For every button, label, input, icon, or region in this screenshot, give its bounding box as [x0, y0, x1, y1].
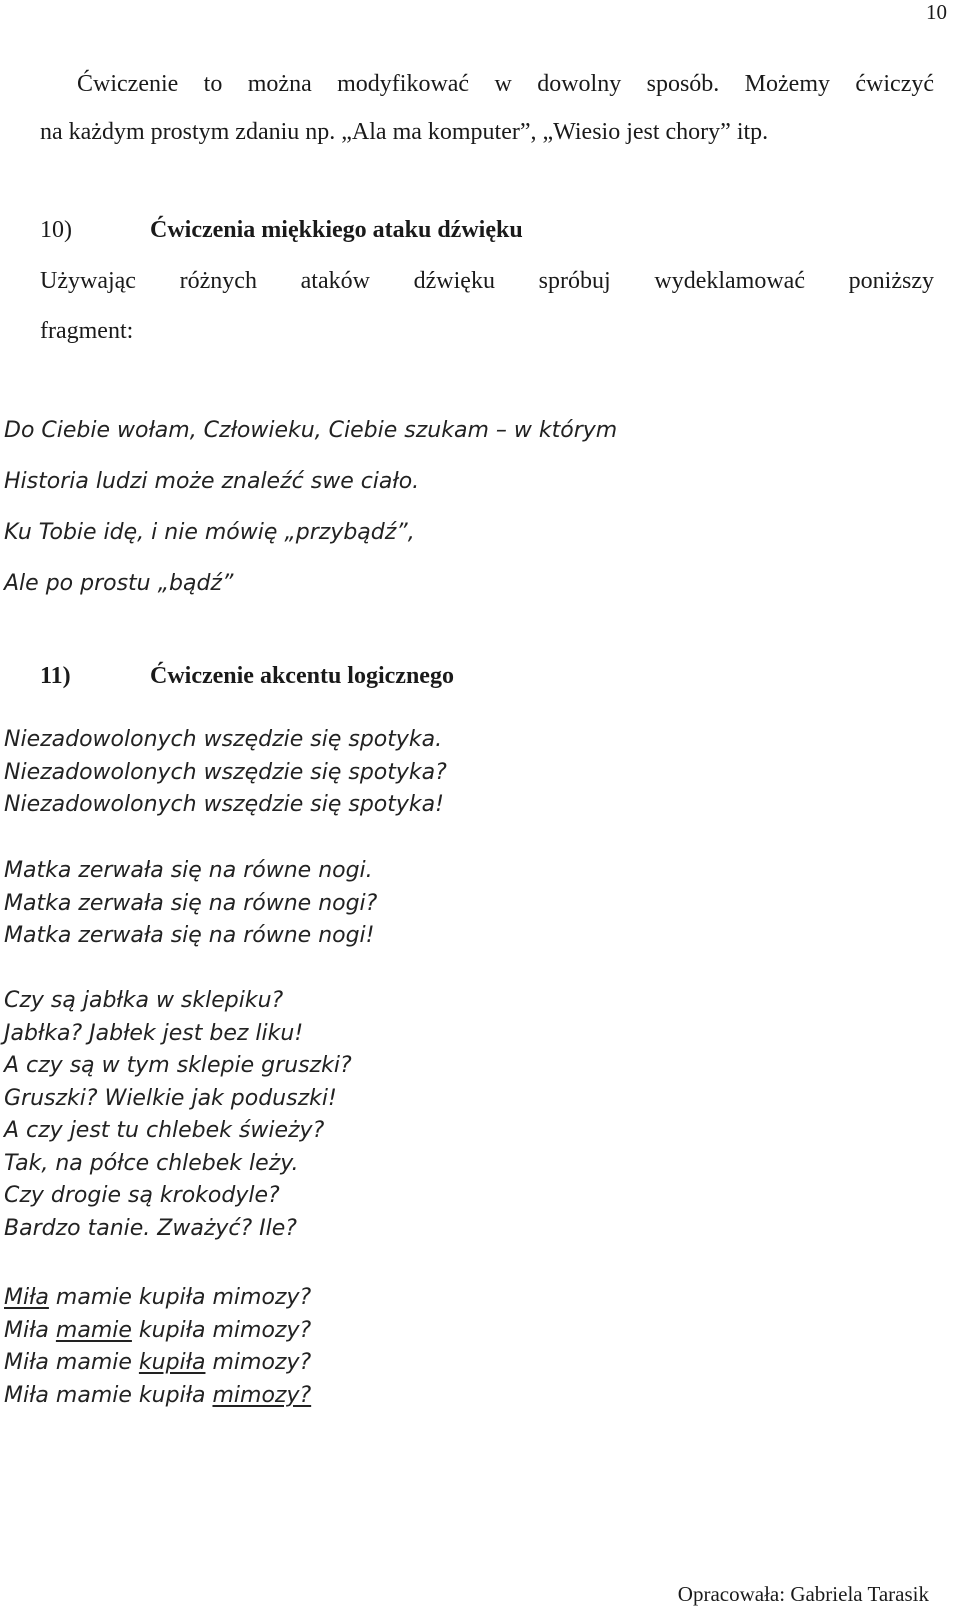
- exercise-group-1: [4, 724, 447, 822]
- exercise-line: Czy są jabłka w sklepiku?: [4, 988, 284, 1013]
- exercise-line: Czy drogie są krokodyle?: [4, 1183, 280, 1208]
- exercise-line: Niezadowolonych wszędzie się spotyka?: [4, 759, 447, 785]
- intro-line-2: na każdym prostym zdaniu np. „Ala ma komputer”, „Wiesio jest chory” itp.: [40, 119, 769, 145]
- stress-line-1: [4, 1282, 311, 1315]
- exercise-line: A czy jest tu chlebek świeży?: [4, 1118, 325, 1143]
- word: mimozy?: [212, 1350, 312, 1375]
- word: Miła: [4, 1350, 49, 1375]
- exercise-line: Jabłka? Jabłek jest bez liku!: [4, 1020, 304, 1046]
- intro-paragraph: [40, 60, 934, 156]
- word: kupiła: [138, 1285, 206, 1310]
- word: mamie: [55, 1382, 132, 1408]
- section-10-instruction: [40, 256, 934, 356]
- section-10-heading: [40, 215, 523, 245]
- exercise-line: Niezadowolonych wszędzie się spotyka!: [4, 792, 444, 817]
- word: mamie: [55, 1350, 132, 1375]
- page-number: 10: [926, 0, 947, 24]
- stressed-word: mamie: [55, 1317, 132, 1343]
- word: Miła: [4, 1317, 49, 1343]
- word: mimozy?: [212, 1285, 312, 1310]
- section-11-number: 11): [40, 663, 71, 689]
- stressed-word: kupiła: [138, 1350, 206, 1375]
- stress-line-3: [4, 1347, 311, 1380]
- exercise-line: Bardzo tanie. Zważyć? Ile?: [4, 1215, 297, 1241]
- exercise-line: Matka zerwała się na równe nogi!: [4, 923, 375, 948]
- stressed-word: mimozy?: [212, 1382, 312, 1408]
- poem-line: Ale po prostu „bądź”: [4, 571, 234, 596]
- word: kupiła: [138, 1317, 206, 1343]
- stress-line-2: [4, 1315, 311, 1348]
- word: kupiła: [138, 1382, 206, 1408]
- footer-author: Opracowała: Gabriela Tarasik: [677, 1582, 929, 1606]
- section-10-title: Ćwiczenia miękkiego ataku dźwięku: [150, 217, 523, 243]
- exercise-group-2: [4, 855, 377, 953]
- instruction-line-1: Używając różnych ataków dźwięku spróbuj wydeklamować poniższy: [40, 268, 934, 294]
- exercise-line: Matka zerwała się na równe nogi.: [4, 858, 373, 883]
- exercise-line: Niezadowolonych wszędzie się spotyka.: [4, 727, 443, 752]
- exercise-line: A czy są w tym sklepie gruszki?: [4, 1053, 352, 1078]
- exercise-group-4: [4, 1282, 311, 1412]
- section-11-heading: [40, 661, 454, 691]
- intro-line-1: Ćwiczenie to można modyfikować w dowolny sposób. Możemy ćwiczyć: [77, 71, 934, 97]
- word: mamie: [55, 1285, 132, 1310]
- exercise-line: Matka zerwała się na równe nogi?: [4, 890, 378, 916]
- poem-line: Do Ciebie wołam, Człowieku, Ciebie szukam – w którym: [4, 418, 618, 443]
- section-10-number: 10): [40, 217, 72, 243]
- poem-fragment: [4, 405, 617, 609]
- exercise-line: Gruszki? Wielkie jak poduszki!: [4, 1085, 337, 1111]
- poem-line: Ku Tobie idę, i nie mówię „przybądź”,: [4, 520, 415, 545]
- exercise-group-3: [4, 985, 352, 1245]
- instruction-line-2: fragment:: [40, 318, 134, 344]
- word: Miła: [4, 1382, 49, 1408]
- word: mimozy?: [212, 1317, 312, 1343]
- poem-line: Historia ludzi może znaleźć swe ciało.: [4, 469, 420, 494]
- exercise-line: Tak, na półce chlebek leży.: [4, 1150, 299, 1176]
- stress-line-4: [4, 1380, 311, 1413]
- section-11-title: Ćwiczenie akcentu logicznego: [150, 663, 454, 689]
- stressed-word: Miła: [4, 1285, 49, 1310]
